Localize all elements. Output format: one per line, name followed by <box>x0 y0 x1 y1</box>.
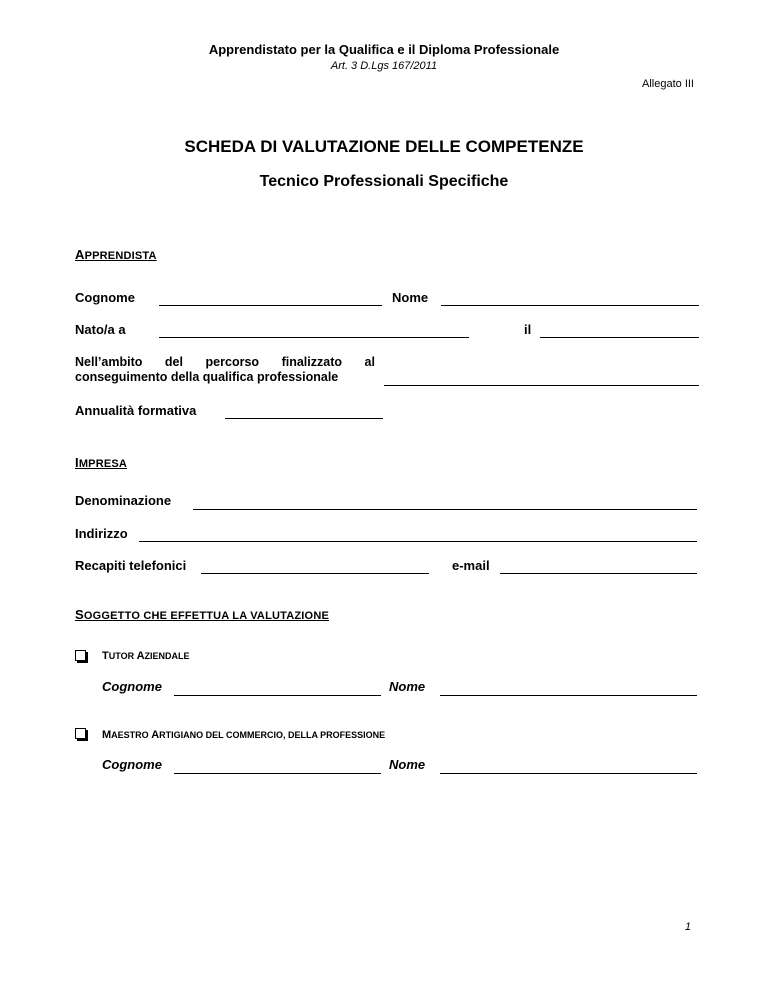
nome-field[interactable] <box>441 305 699 306</box>
email-field[interactable] <box>500 573 697 574</box>
nato-field[interactable] <box>159 337 469 338</box>
header-subtitle: Art. 3 D.Lgs 167/2011 <box>330 60 438 72</box>
annualita-label: Annualità formativa <box>75 403 197 418</box>
allegato-label: Allegato III <box>642 78 694 90</box>
cognome-field[interactable] <box>159 305 382 306</box>
tutor-nome-field[interactable] <box>440 695 697 696</box>
header-title: Apprendistato per la Qualifica e il Diploma Professionale <box>208 42 560 57</box>
denominazione-label: Denominazione <box>75 493 172 508</box>
ambito-label-line1: Nell’ambito del percorso finalizzato al <box>75 355 375 369</box>
section-apprendista-heading: APPRENDISTA <box>75 247 157 262</box>
data-nascita-field[interactable] <box>540 337 699 338</box>
maestro-label: MAESTRO ARTIGIANO DEL COMMERCIO, DELLA PROFESSIONE <box>102 729 386 741</box>
indirizzo-field[interactable] <box>139 541 697 542</box>
tutor-cognome-label: Cognome <box>102 679 162 694</box>
annualita-field[interactable] <box>225 418 383 419</box>
recapiti-label: Recapiti telefonici <box>75 558 187 573</box>
maestro-nome-field[interactable] <box>440 773 697 774</box>
maestro-cognome-label: Cognome <box>102 757 162 772</box>
maestro-checkbox[interactable] <box>75 728 86 739</box>
tutor-nome-label: Nome <box>389 679 426 694</box>
denominazione-field[interactable] <box>193 509 697 510</box>
tutor-cognome-field[interactable] <box>174 695 381 696</box>
nato-label: Nato/a a <box>75 322 126 337</box>
section-soggetto-heading: SOGGETTO CHE EFFETTUA LA VALUTAZIONE <box>75 607 329 622</box>
page-number: 1 <box>684 921 691 933</box>
indirizzo-label: Indirizzo <box>75 526 128 541</box>
main-title: SCHEDA DI VALUTAZIONE DELLE COMPETENZE <box>184 137 584 156</box>
qualifica-field[interactable] <box>384 385 699 386</box>
ambito-label-line2: conseguimento della qualifica professionale <box>75 370 339 384</box>
tutor-label: TUTOR AZIENDALE <box>102 650 190 662</box>
email-label: e-mail <box>452 558 490 573</box>
main-subtitle: Tecnico Professionali Specifiche <box>259 173 509 190</box>
recapiti-field[interactable] <box>201 573 429 574</box>
maestro-nome-label: Nome <box>389 757 426 772</box>
section-impresa-heading: IMPRESA <box>75 455 128 470</box>
tutor-checkbox[interactable] <box>75 650 86 661</box>
nome-label: Nome <box>392 290 429 305</box>
il-label: il <box>524 322 532 337</box>
cognome-label: Cognome <box>75 290 135 305</box>
maestro-cognome-field[interactable] <box>174 773 381 774</box>
